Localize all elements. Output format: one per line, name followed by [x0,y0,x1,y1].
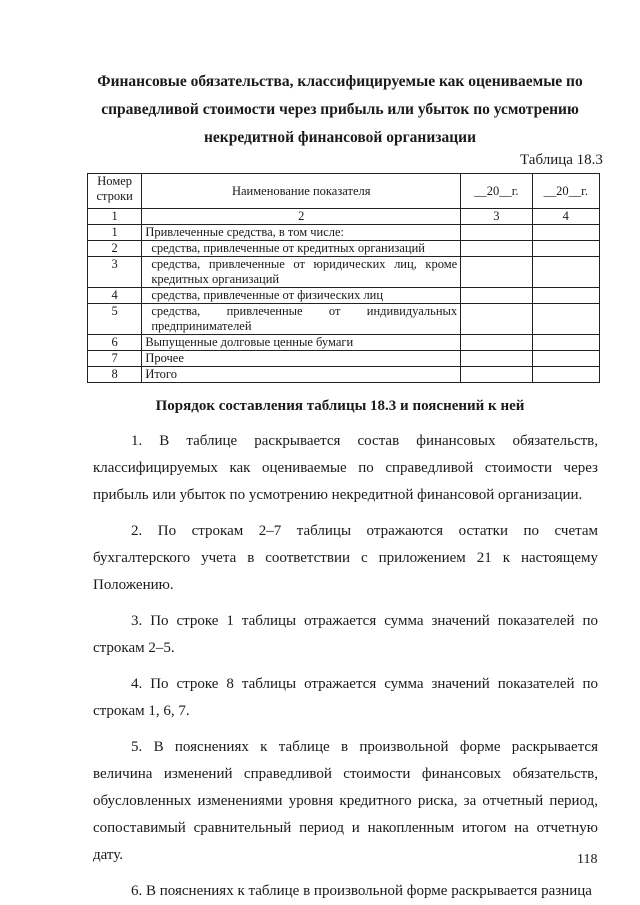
table-index-row [88,209,600,225]
index-cell: 3 [461,209,532,225]
row-number: 4 [88,288,142,304]
table-row [88,225,600,241]
page-number: 118 [577,852,598,867]
row-number: 5 [88,304,142,335]
table-row [88,335,600,351]
header-row-number: Номер строки [88,174,142,209]
row-number: 3 [88,257,142,288]
row-name: Выпущенные долговые ценные бумаги [142,335,461,351]
header-indicator-name: Наименование показателя [142,174,461,209]
section-title: Порядок составления таблицы 18.3 и пояснений к ней [155,398,525,414]
index-cell: 1 [88,209,142,225]
table-row [88,241,600,257]
value-cell [532,241,599,257]
row-name: средства, привлеченные от физических лиц [142,288,461,304]
table-header-row [88,174,600,209]
header-year-1: __20__г. [461,174,532,209]
table-row [88,367,600,383]
row-name: Прочее [142,351,461,367]
table-label: Таблица 18.3 [520,152,603,168]
paragraph: 3. По строке 1 таблицы отражается сумма значений показателей по строкам 2–5. [93,613,598,656]
value-cell [532,257,599,288]
row-number: 7 [88,351,142,367]
value-cell [461,304,532,335]
paragraph: 4. По строке 8 таблицы отражается сумма значений показателей по строкам 1, 6, 7. [93,676,598,719]
row-number: 2 [88,241,142,257]
table-row [88,257,600,288]
value-cell [461,257,532,288]
index-cell: 2 [142,209,461,225]
value-cell [532,335,599,351]
value-cell [532,225,599,241]
value-cell [461,288,532,304]
value-cell [461,225,532,241]
value-cell [532,351,599,367]
value-cell [461,367,532,383]
row-name: средства, привлеченные от кредитных организаций [142,241,461,257]
paragraph: 5. В пояснениях к таблице в произвольной форме раскрывается величина изменений справедливой стоимости финансовых обязательств, обусловленных изменениями уровня кредитного риска, за отчетный период, сопоставимый сравнительный период и накопленным итогом на отчетную дату. [93,739,598,863]
paragraph: 1. В таблице раскрывается состав финансовых обязательств, классифицируемых как оцениваемые по справедливой стоимости через прибыль или убыток по усмотрению некредитной финансовой организации. [93,433,598,503]
row-name: Привлеченные средства, в том числе: [142,225,461,241]
paragraph: 2. По строкам 2–7 таблицы отражаются остатки по счетам бухгалтерского учета в соответствии с приложением 21 к настоящему Положению. [93,523,598,593]
row-number: 1 [88,225,142,241]
row-name: средства, привлеченные от индивидуальных предпринимателей [142,304,461,335]
paragraph: 6. В пояснениях к таблице в произвольной форме раскрывается разница [131,883,592,899]
header-year-2: __20__г. [532,174,599,209]
financial-table [87,173,600,383]
row-name: средства, привлеченные от юридических лиц, кроме кредитных организаций [142,257,461,288]
value-cell [532,304,599,335]
table-row [88,304,600,335]
document-title: Финансовые обязательства, классифицируемые как оцениваемые по справедливой стоимости через прибыль или убыток по усмотрению некредитной финансовой организации [97,73,583,146]
row-number: 8 [88,367,142,383]
value-cell [461,335,532,351]
value-cell [532,288,599,304]
row-name: Итого [142,367,461,383]
value-cell [461,241,532,257]
body-text [93,428,598,905]
value-cell [532,367,599,383]
table-row [88,351,600,367]
table-row [88,288,600,304]
index-cell: 4 [532,209,599,225]
row-number: 6 [88,335,142,351]
value-cell [461,351,532,367]
